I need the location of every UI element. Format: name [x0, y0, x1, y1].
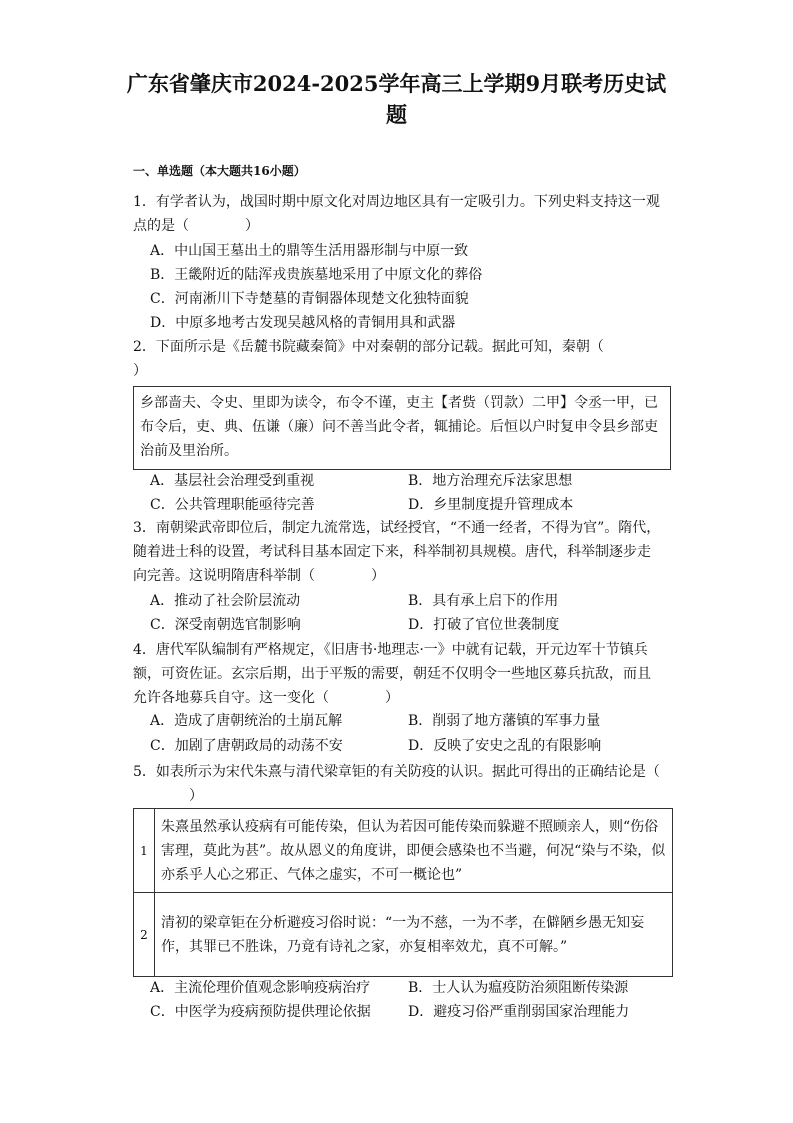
- question-4-option-b: B．削弱了地方藩镇的军事力量: [408, 713, 601, 729]
- table-cell-index: 2: [134, 893, 155, 977]
- question-2-text: 2．下面所示是《岳麓书院藏秦简》中对秦朝的部分记载。据此可知，秦朝（: [133, 339, 604, 355]
- question-4-option-a: A．造成了唐朝统治的土崩瓦解: [150, 713, 343, 729]
- question-3-option-a: A．推动了社会阶层流动: [150, 593, 301, 609]
- question-5-option-b: B．士人认为瘟疫防治须阻断传染源: [408, 980, 629, 996]
- question-1-paren: ）: [245, 218, 259, 234]
- question-5-table: [133, 808, 673, 977]
- question-4-option-c: C．加剧了唐朝政局的动荡不安: [150, 738, 343, 754]
- question-4-stem: [133, 638, 663, 710]
- question-3-option-c: C．深受南朝选官制影响: [150, 617, 301, 633]
- question-2-stem: [133, 335, 663, 383]
- question-1-option-a: A．中山国王墓出土的鼎等生活用器形制与中原一致: [150, 243, 469, 259]
- question-4-text: 4．唐代军队编制有严格规定，《旧唐书·地理志·一》中就有记载，开元边军十节镇兵额，可资佐证。玄宗后期，出于平叛的需要，朝廷不仅明令一些地区募兵抗敌，而且允许各地募兵自守。这一变化（: [133, 642, 651, 706]
- table-cell-text: 清初的梁章钜在分析避疫习俗时说：“一为不慈，一为不孝，在僻陋乡愚无知妄作，其罪已不胜诛，乃竟有诗礼之家，亦复相率效尤，真不可解。”: [155, 893, 673, 977]
- question-5-stem: [133, 760, 663, 808]
- table-row: [134, 809, 673, 893]
- question-5-option-d: D．避疫习俗严重削弱国家治理能力: [408, 1004, 630, 1020]
- section-header: 一、单选题（本大题共16小题）: [133, 164, 306, 178]
- question-3-stem: [133, 516, 663, 588]
- question-1-option-b: B．王畿附近的陆浑戎贵族墓地采用了中原文化的葬俗: [150, 267, 483, 283]
- question-4-paren: ）: [385, 690, 399, 706]
- question-3-option-d: D．打破了官位世袭制度: [408, 617, 560, 633]
- question-1-option-d: D．中原多地考古发现吴越风格的青铜用具和武器: [150, 315, 456, 331]
- question-2-option-b: B．地方治理充斥法家思想: [408, 473, 573, 489]
- question-1-option-c: C．河南淅川下寺楚墓的青铜器体现楚文化独特面貌: [150, 291, 469, 307]
- question-5-text: 5．如表所示为宋代朱熹与清代梁章钜的有关防疫的认识。据此可得出的正确结论是（: [133, 764, 660, 780]
- question-3-paren: ）: [371, 568, 385, 584]
- question-4-option-d: D．反映了安史之乱的有限影响: [408, 738, 602, 754]
- question-5-option-a: A．主流伦理价值观念影响疫病治疗: [150, 980, 371, 996]
- table-row: [134, 893, 673, 977]
- table-cell-index: 1: [134, 809, 155, 893]
- question-3-text: 3．南朝梁武帝即位后，制定九流常选，试经授官，“不通一经者，不得为官”。隋代，随着进士科的设置，考试科目基本固定下来，科举制初具规模。唐代，科举制逐步走向完善。这说明隋唐科举制（: [133, 520, 661, 584]
- table-cell-text: 朱熹虽然承认疫病有可能传染，但认为若因可能传染而躲避不照顾亲人，则“伤俗害理，莫此为甚”。故从恩义的角度讲，即便会感染也不当避，何况“染与不染，似亦系乎人心之邪正、气体之虚实，不可一概论也”: [155, 809, 673, 893]
- page-title: 广东省肇庆市2024-2025学年高三上学期9月联考历史试题: [126, 71, 667, 127]
- question-5-paren: ）: [189, 788, 203, 804]
- question-2-option-d: D．乡里制度提升管理成本: [408, 497, 574, 513]
- question-5-option-c: C．中医学为疫病预防提供理论依据: [150, 1004, 371, 1020]
- question-1-stem: [133, 190, 663, 238]
- question-2-option-c: C．公共管理职能亟待完善: [150, 497, 315, 513]
- question-1-text: 1．有学者认为，战国时期中原文化对周边地区具有一定吸引力。下列史料支持这一观点的是（: [133, 194, 660, 234]
- question-2-quote-box: 乡部啬夫、令史、里即为读令，布令不谨，吏主【者赀（罚款）二甲】令丞一甲，已布令后，吏、典、伍谦（廉）问不善当此令者，辄捕论。后恒以户时复申令县乡部吏治前及里治所。: [133, 386, 671, 470]
- question-2-option-a: A．基层社会治理受到重视: [150, 473, 315, 489]
- question-2-paren: ）: [133, 363, 147, 379]
- question-3-option-b: B．具有承上启下的作用: [408, 593, 559, 609]
